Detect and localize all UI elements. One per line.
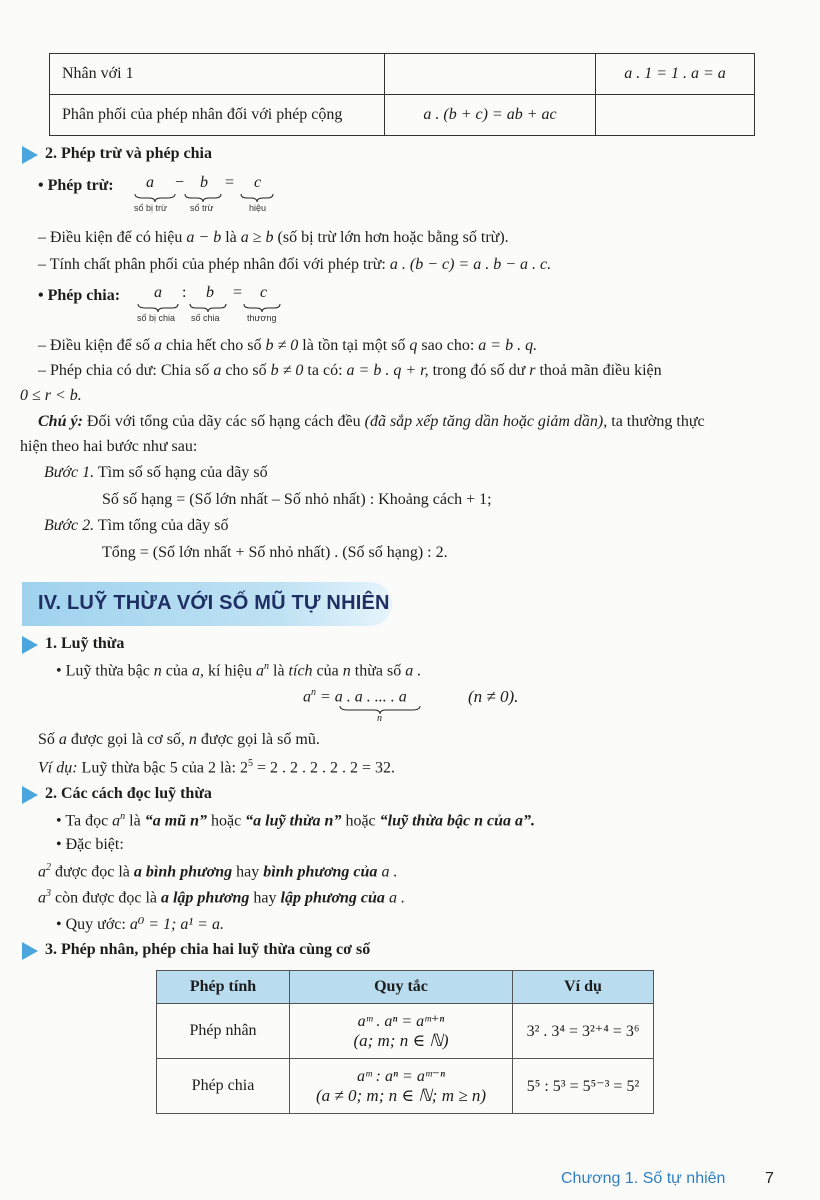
math-op: = [233,284,243,301]
math: a ≥ b [240,229,274,246]
text-line [38,337,537,355]
column-header: Phép tính [157,971,290,1004]
text: là [225,229,237,246]
subsection-heading: 2. Các cách đọc luỹ thừa [45,785,212,802]
text-line: Số a được gọi là cơ số, n được gọi là số mũ. [38,731,320,748]
rule-condition: (a; m; n ∈ ℕ) [353,1031,449,1050]
math-op: = [225,174,235,191]
table-cell [290,1004,513,1059]
page-number: 7 [765,1170,774,1187]
brace-label: số trừ [190,203,214,213]
text: – Tính chất phân phối của phép nhân đối với phép trừ: [38,256,386,273]
step-line [44,464,268,482]
text: , ta thường thực [603,413,705,430]
math: b ≠ 0 [270,362,304,379]
text: là tồn tại một số [302,337,406,354]
math: b ≠ 0 [265,337,299,354]
text: sao cho: [421,337,475,354]
text: Đối với tổng của dãy các số hạng cách đều [86,413,361,430]
text: – Điều kiện để số [38,337,150,354]
table-row [50,54,755,95]
text: Tìm số số hạng của dãy số [97,464,268,481]
table-cell [290,1059,513,1114]
math: a = b . q + r, [346,362,429,379]
text: – Phép chia có dư: Chia số [38,362,210,379]
text: (đã sắp xếp tăng dần hoặc giảm dần) [364,413,604,430]
text-line [38,256,551,274]
step-label: Bước 1. [44,464,95,481]
math-var: b [206,284,214,301]
table-cell: Nhân với 1 [50,54,385,95]
condition: (n ≠ 0). [468,687,519,706]
table-row [157,1004,654,1059]
text: cho số [225,362,267,379]
play-arrow-icon [22,636,38,654]
text-line: hiện theo hai bước như sau: [20,438,198,455]
formula-line: Tổng = (Số lớn nhất + Số nhỏ nhất) . (Số số hạng) : 2. [102,544,448,561]
math: a − b [186,229,222,246]
property-table [49,53,755,136]
math-op: − [175,174,185,191]
play-arrow-icon [22,146,38,164]
column-header: Ví dụ [513,971,654,1004]
table-cell [385,54,596,95]
text: chia hết cho số [165,337,262,354]
bullet-label: • Phép chia: [38,287,121,304]
step-label: Bước 2. [44,517,95,534]
example-line: Ví dụ: Luỹ thừa bậc 5 của 2 là: $2^5 = 2$ . 2 . 2 . 2 . 2 = 32. [38,758,395,777]
text-line: $a^3$ còn được đọc là a lập phương hay lập phương của a . [38,888,405,907]
table-cell [596,95,755,136]
power-formula: $a^n = a$ . a . ... . a [303,687,407,706]
table-cell: Phân phối của phép nhân đối với phép cộng [50,95,385,136]
text-line: • Luỹ thừa bậc n của a, kí hiệu $a^n$ là tích của n thừa số a . [56,661,422,680]
math-var: a [154,284,162,301]
table-header-row [157,971,654,1004]
text-line [38,229,509,247]
text-line: • Quy ước: a⁰ = 1; a¹ = a. [56,916,224,933]
brace-label: số bị chia [137,313,176,323]
brace-label: thương [247,313,277,323]
math-var: c [254,174,262,191]
math: a [213,362,222,379]
table-row [50,95,755,136]
formula-line: Số số hạng = (Số lớn nhất – Số nhỏ nhất) : Khoảng cách + 1; [102,491,492,508]
math-line: 0 ≤ r < b. [20,387,82,404]
text: trong đó số dư [432,362,526,379]
rule-formula: aᵐ . aⁿ = aᵐ⁺ⁿ [357,1013,445,1030]
step-line [44,517,229,535]
table-cell: 5⁵ : 5³ = 5⁵⁻³ = 5² [513,1059,654,1114]
math: r [529,362,536,379]
text: (số bị trừ lớn hơn hoặc bằng số trừ). [277,229,509,246]
text: ta có: [307,362,343,379]
math: q [409,337,418,354]
table-cell: Phép chia [157,1059,290,1114]
text: Tìm tổng của dãy số [97,517,229,534]
chapter-label: Chương 1. Số tự nhiên [561,1170,726,1187]
subsection-heading: 1. Luỹ thừa [45,635,125,652]
play-arrow-icon [22,786,38,804]
text: – Điều kiện để có hiệu [38,229,183,246]
math: a [153,337,162,354]
table-cell: a . 1 = 1 . a = a [596,54,755,95]
subsection-heading: 2. Phép trừ và phép chia [45,145,212,162]
rule-formula: aᵐ : aⁿ = aᵐ⁻ⁿ [357,1068,445,1085]
math-var: b [200,174,208,191]
table-cell: 3² . 3⁴ = 3²⁺⁴ = 3⁶ [513,1004,654,1059]
brace-label: n [377,713,382,724]
power-rules-table [156,970,654,1114]
math: a = b . q. [478,337,538,354]
math: a . (b − c) = a . b − a . c. [389,256,552,273]
text-line: $a^2$ được đọc là a bình phương hay bình phương của a . [38,862,398,881]
text-line: • Đặc biệt: [56,836,124,853]
rule-condition: (a ≠ 0; m; n ∈ ℕ; m ≥ n) [316,1086,486,1105]
column-header: Quy tắc [290,971,513,1004]
brace-label: số bị trừ [134,203,168,213]
text-line: • Ta đọc $a^n$ là “a mũ n” hoặc “a luỹ thừa n” hoặc “luỹ thừa bậc n của a”. [56,811,536,830]
table-row [157,1059,654,1114]
play-arrow-icon [22,942,38,960]
brace-label: số chia [191,313,220,323]
math-var: a [146,174,154,191]
math-var: c [260,284,268,301]
text: thoả mãn điều kiện [539,362,662,379]
math-op: : [182,284,187,301]
note-line [38,413,705,431]
table-cell: Phép nhân [157,1004,290,1059]
text-line [38,362,790,380]
note-label: Chú ý: [38,413,83,430]
bullet-label: • Phép trừ: [38,177,114,194]
table-cell: a . (b + c) = ab + ac [385,95,596,136]
subsection-heading: 3. Phép nhân, phép chia hai luỹ thừa cùng cơ số [45,941,371,958]
brace-label: hiệu [249,203,267,213]
section-title: IV. LUỸ THỪA VỚI SỐ MŨ TỰ NHIÊN [38,592,390,614]
